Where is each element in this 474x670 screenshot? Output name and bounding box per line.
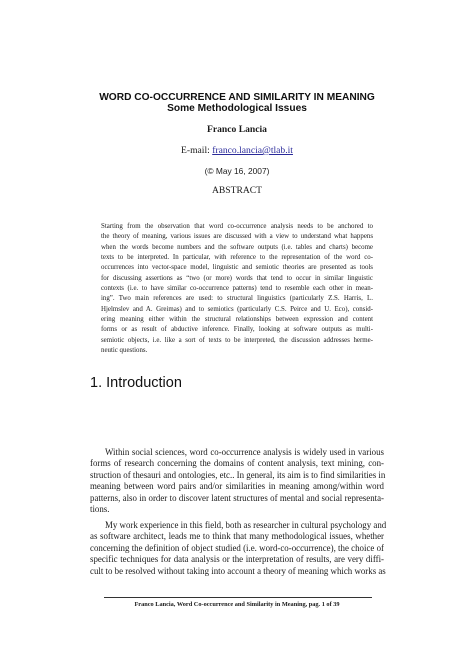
section-title: Introduction bbox=[106, 375, 182, 391]
abstract-line: Starting from the observation that word co-occurrence analysis needs to be anchored to bbox=[101, 223, 373, 230]
page-footer: Franco Lancia, Word Co-occurrence and Similarity in Meaning, pag. 1 of 39 bbox=[134, 601, 340, 608]
author-name: Franco Lancia bbox=[207, 124, 267, 135]
paragraph-line: patterns, also in order to discover latent structures of mental and social representa- bbox=[90, 492, 384, 503]
paragraph-line: concerning the definition of object studied (i.e. word-co-occurrence), the choice of bbox=[90, 542, 384, 553]
abstract-line: ing”. Two main references are used: to structural linguistics (particularly Z.S. Harris, L. bbox=[101, 295, 373, 303]
abstract-line: the theory of meaning, various issues are discussed with a view to understand what happens bbox=[101, 233, 373, 241]
section-heading bbox=[90, 375, 182, 391]
abstract-heading: ABSTRACT bbox=[211, 185, 263, 196]
paragraph-line: cult to be resolved without taking into account a theory of meaning which works as bbox=[90, 565, 386, 576]
paragraph-line: meaning between word pairs and/or similarities in meaning among/within word bbox=[90, 481, 384, 492]
paragraph-line: tions. bbox=[90, 504, 110, 515]
email-label: E-mail: bbox=[181, 145, 210, 156]
section-number: 1. bbox=[90, 375, 103, 391]
email-link[interactable]: franco.lancia@tlab.it bbox=[212, 145, 293, 156]
paragraph-line: struction of thesauri and ontologies, etc.. In general, its aim is to find similarities in bbox=[90, 469, 386, 480]
paragraph-line: forms of research concerning the domains of content analysis, text mining, con- bbox=[90, 458, 384, 469]
title-line-1: WORD CO-OCCURRENCE AND SIMILARITY IN MEANING bbox=[99, 92, 375, 103]
abstract-line: ering meaning either within the structural relationships between expression and content bbox=[101, 316, 373, 324]
abstract-line: semiotic objects, i.e. like a sort of texts to be interpreted, the discussion addresses herme- bbox=[101, 336, 373, 344]
paragraph-line: Within social sciences, word co-occurrence analysis is widely used in various bbox=[105, 447, 384, 457]
abstract-body bbox=[101, 222, 373, 356]
paragraph-line: specific techniques for data analysis or the interpretation of results, are very diffi- bbox=[90, 554, 384, 565]
abstract-line: Hjelmslev and A. Greimas) and to semiotics (particularly C.S. Peirce and U. Eco), consid- bbox=[101, 305, 373, 313]
paper-title bbox=[0, 92, 474, 114]
footer-divider bbox=[104, 597, 372, 598]
author-email bbox=[0, 145, 474, 156]
paragraph-line: My work experience in this field, both as researcher in cultural psychology and bbox=[105, 520, 387, 530]
abstract-line: texts to be interpreted. In particular, with reference to the representation of the word co- bbox=[101, 254, 373, 262]
publication-date: (© May 16, 2007) bbox=[204, 166, 270, 176]
paragraph-2 bbox=[90, 520, 387, 577]
abstract-line: forms or as result of abductive inference. Finally, looking at software outputs as multi- bbox=[101, 326, 373, 334]
abstract-line: for discussing assertions as “two (or more) words that tend to occur in similar linguistic bbox=[101, 274, 373, 282]
abstract-line: neutic questions. bbox=[101, 347, 148, 355]
paragraph-1 bbox=[90, 447, 384, 515]
abstract-line: contexts (i.e. to have similar co-occurrence patterns) tend to resemble each other in mean- bbox=[101, 285, 373, 293]
abstract-line: when the words become numbers and the software outputs (i.e. tables and charts) become bbox=[101, 243, 373, 251]
abstract-line: occurrences into vector-space model, linguistic and semiotic theories are presented as tools bbox=[101, 264, 373, 272]
paragraph-line: as software architect, leads me to think that many methodological issues, whether bbox=[90, 531, 384, 542]
title-line-2: Some Methodological Issues bbox=[167, 103, 307, 114]
